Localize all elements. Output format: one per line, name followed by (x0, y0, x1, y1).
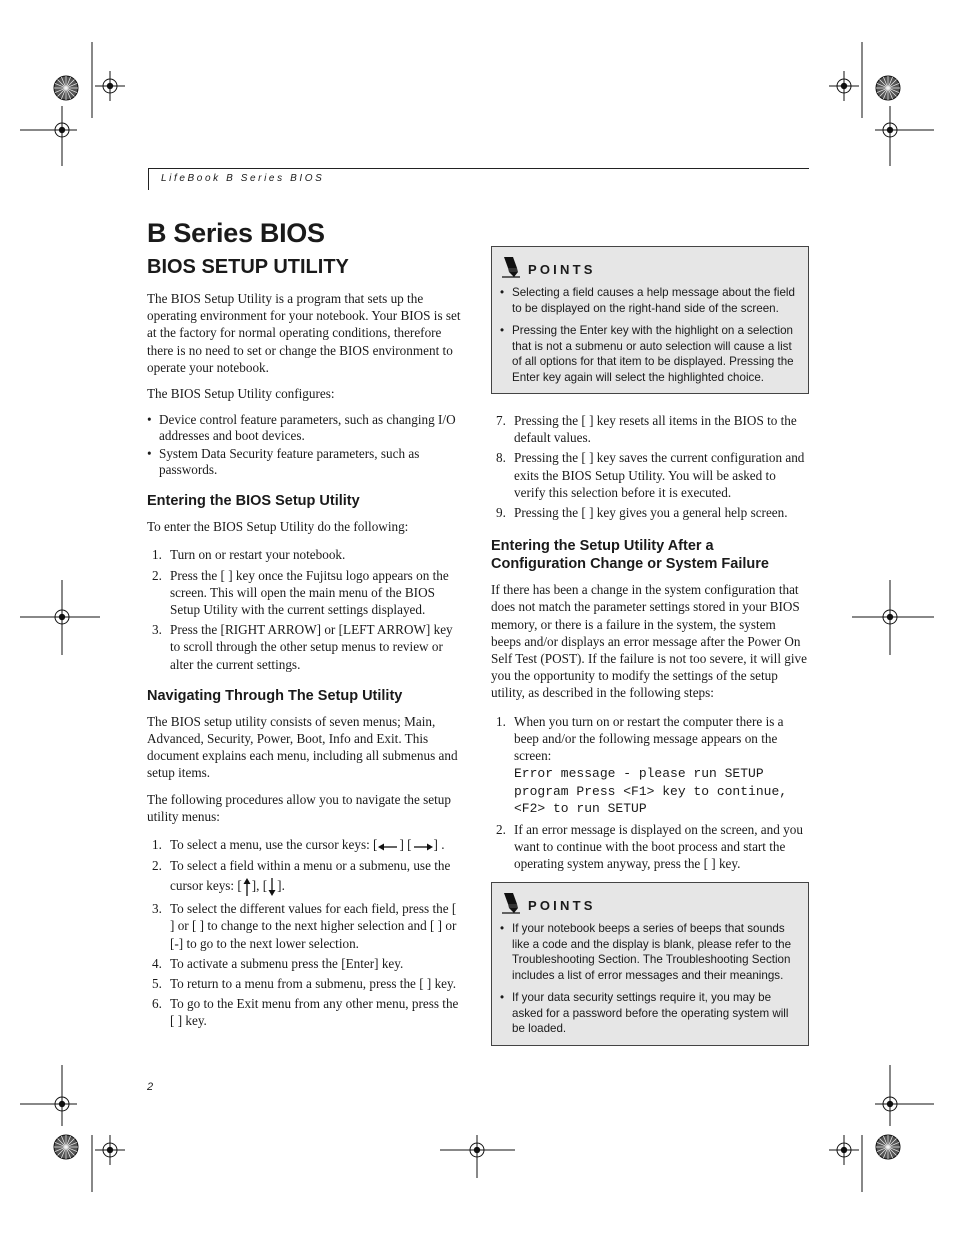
list-item: 7. Pressing the [ ] key resets all items in the BIOS to the default values. (496, 413, 797, 446)
arrow-down-icon (267, 877, 277, 897)
section-title: BIOS SETUP UTILITY (147, 256, 349, 278)
list-item: 2. If an error message is displayed on the screen, and you want to continue with the boot process and start the operating system anyway, press the [ ] key. (496, 821, 803, 872)
failure-steps (491, 713, 809, 873)
list-item: 5. To return to a menu from a submenu, press the [ ] key. (152, 976, 457, 992)
registration-mark-icon (95, 1135, 125, 1165)
arrow-up-icon (242, 877, 252, 897)
list-item: • If your notebook beeps a series of beeps that sounds like a code and the display is blank, please refer to the Troubleshooting Section. The Troubleshooting Section includes a list of error messages and their meanings. (500, 921, 798, 983)
header-tick (148, 168, 149, 190)
registration-mark-icon (829, 71, 859, 101)
list-item: • Selecting a field causes a help message about the field to be displayed on the right-hand side of the screen. (500, 285, 798, 316)
list-item: 9. Pressing the [ ] key gives you a general help screen. (496, 505, 788, 521)
header-rule (148, 168, 809, 169)
star-target-icon (876, 76, 900, 100)
left-column (147, 214, 463, 1040)
pencil-note-icon (500, 255, 522, 279)
list-item: 1. When you turn on or restart the computer there is a beep and/or the following message appears on the screen: Error message - please run SETUP program Press <F1> key to continue, <F2> to run SETUP (491, 713, 809, 818)
navigating-paragraph: The BIOS setup utility consists of seven menus; Main, Advanced, Security, Power, Boot, Info and Exit. This document explains each menu, including all submenus and setup items. (147, 713, 458, 781)
navigating-steps (147, 836, 463, 1030)
points-list (500, 921, 798, 1037)
points-header (500, 255, 798, 279)
registration-mark-icon (829, 1135, 859, 1165)
navigating-heading: Navigating Through The Setup Utility (147, 687, 403, 704)
intro-paragraph: The BIOS Setup Utility is a program that sets up the operating environment for your notebook. Your BIOS is set at the factory for normal operating conditions, therefore there is no need to set or change the BIOS environment to operate your notebook. (147, 291, 461, 375)
list-item: • If your data security settings require it, you may be asked for a password before the operating system will be loaded. (500, 990, 798, 1037)
list-item: • System Data Security feature parameters, such as passwords. (147, 446, 463, 478)
pencil-note-icon (500, 891, 522, 915)
page-title: B Series BIOS (147, 218, 325, 248)
right-column (491, 246, 809, 1046)
navigating-steps-continued (491, 412, 809, 521)
list-item: 8. Pressing the [ ] key saves the current configuration and exits the BIOS Setup Utility. You will be asked to verify this selection before it is executed. (496, 450, 805, 500)
list-item: 2. To select a field within a menu or a submenu, use the cursor keys: [ ], [ ]. (147, 856, 463, 897)
navigating-lead: The following procedures allow you to navigate the setup utility menus: (147, 791, 451, 824)
list-item: 1. To select a menu, use the cursor keys: [ ] [ ] . (152, 837, 445, 853)
page-number: 2 (147, 1081, 154, 1093)
arrow-right-icon (412, 840, 434, 852)
list-item: 4. To activate a submenu press the [Enter] key. (152, 955, 404, 971)
star-target-icon (876, 1135, 900, 1159)
error-message-code: Error message - please run SETUP program Press <F1> key to continue, <F2> to run SETUP (514, 766, 788, 817)
intro-lead: The BIOS Setup Utility configures: (147, 386, 335, 402)
points-box (491, 882, 809, 1046)
registration-mark-icon (95, 71, 125, 101)
entering-lead: To enter the BIOS Setup Utility do the following: (147, 519, 409, 535)
running-header: LifeBook B Series BIOS (161, 173, 325, 184)
entering-heading: Entering the BIOS Setup Utility (147, 493, 360, 510)
failure-heading: Entering the Setup Utility After a Configuration Change or System Failure (491, 538, 769, 573)
list-item: 1. Turn on or restart your notebook. (152, 547, 346, 563)
star-target-icon (54, 76, 78, 100)
list-item: 3. Press the [RIGHT ARROW] or [LEFT ARROW] key to scroll through the other setup menus to review or alter the current settings. (152, 622, 453, 672)
list-item: 3. To select the different values for each field, press the [ ] or [ ] to change to the next higher selection and [ ] or [-] to go to the next lower selection. (152, 901, 457, 951)
entering-steps (147, 546, 463, 672)
arrow-left-icon (377, 840, 399, 852)
points-label: POINTS (528, 898, 596, 914)
points-label: POINTS (528, 262, 596, 277)
list-item: • Device control feature parameters, such as changing I/O addresses and boot devices. (147, 412, 463, 444)
list-item: 2. Press the [ ] key once the Fujitsu logo appears on the screen. This will open the main menu of the BIOS Setup Utility with the current settings displayed. (152, 567, 449, 618)
list-item: 6. To go to the Exit menu from any other menu, press the [ ] key. (152, 996, 459, 1029)
points-box (491, 246, 809, 394)
points-list (500, 285, 798, 385)
list-item: • Pressing the Enter key with the highlight on a selection that is not a submenu or auto selection will cause a list of all options for that item to be displayed. Pressing the Enter key again will select the highlighted choice. (500, 323, 798, 385)
points-header (500, 891, 798, 915)
config-list (147, 412, 463, 478)
failure-paragraph: If there has been a change in the system configuration that does not match the parameter settings stored in your BIOS memory, or there is a failure in the system, the system beeps and/or displays an error message after the Power On Self Test (POST). If the failure is not too severe, it will give you the opportunity to modify the settings of the setup utility, as described in the following steps: (491, 582, 808, 701)
star-target-icon (54, 1135, 78, 1159)
